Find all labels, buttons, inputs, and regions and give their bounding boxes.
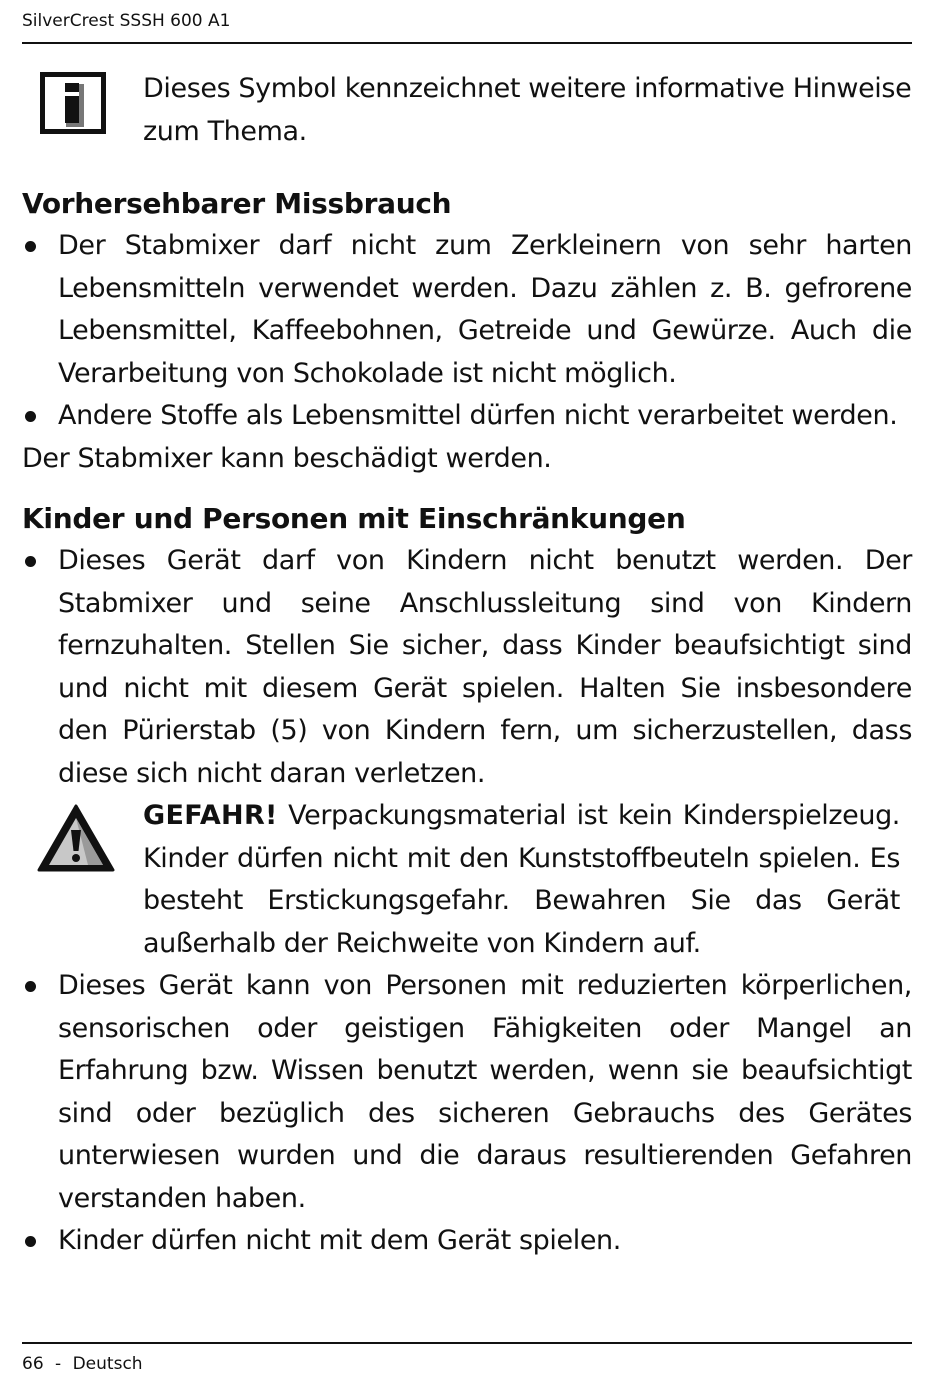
danger-text: Verpackungsmaterial ist kein Kinderspielzeug. Kinder dürfen nicht mit den Kunststoffbeuteln spielen. Es besteht Erstickungsgefahr. Bewahren Sie das Gerät außerhalb der Reichweite von Kindern auf. — [143, 800, 900, 959]
list-item: Dieses Gerät kann von Personen mit reduzierten körperlichen, sensorischen oder geistigen Fähigkeiten oder Mangel an Erfahrung bzw. Wissen benutzt werden, wenn sie beaufsichtigt sind oder bezüglich des sicheren Gebrauchs des Gerätes unterwiesen wurden und die daraus resultierenden Gefahren verstanden haben. — [22, 965, 912, 1220]
danger-label: GEFAHR! — [143, 800, 278, 831]
section-heading: Vorhersehbarer Missbrauch — [22, 187, 452, 220]
list-item: Der Stabmixer darf nicht zum Zerkleinern von sehr harten Lebensmitteln verwendet werden. Dazu zählen z. B. gefrorene Lebensmittel, Kaffeebohnen, Getreide und Gewürze. Auch die Verarbeitung von Schokolade ist nicht möglich. — [22, 225, 912, 395]
bullet-list — [22, 540, 912, 795]
info-icon — [40, 72, 106, 134]
section-note: Der Stabmixer kann beschädigt werden. — [22, 442, 552, 474]
list-item: Kinder dürfen nicht mit dem Gerät spielen. — [22, 1220, 912, 1263]
footer-language: Deutsch — [72, 1354, 143, 1374]
section-children-persons — [22, 498, 912, 1263]
page-footer — [22, 1342, 912, 1375]
footer-separator: - — [55, 1354, 62, 1374]
bullet-list — [22, 965, 912, 1263]
section-foreseeable-misuse — [22, 183, 912, 480]
page-number: 66 — [22, 1354, 44, 1374]
page-header — [22, 10, 912, 44]
list-item: Dieses Gerät darf von Kindern nicht benutzt werden. Der Stabmixer und seine Anschlussleitung sind von Kindern fernzuhalten. Stellen Sie sicher, dass Kinder beaufsichtigt sind und nicht mit diesem Gerät spielen. Halten Sie insbesondere den Pürierstab (5) von Kindern fern, um sicherzustellen, dass diese sich nicht daran verletzen. — [22, 540, 912, 795]
list-item: Andere Stoffe als Lebensmittel dürfen nicht verarbeitet werden. — [22, 395, 912, 438]
bullet-list — [22, 225, 912, 438]
section-heading: Kinder und Personen mit Einschränkungen — [22, 502, 686, 535]
info-note-text: Dieses Symbol kennzeichnet weitere informative Hinweise zum Thema. — [143, 73, 912, 147]
header-title: SilverCrest SSSH 600 A1 — [22, 11, 231, 31]
warning-triangle-icon — [36, 803, 116, 873]
danger-notice — [22, 795, 912, 965]
